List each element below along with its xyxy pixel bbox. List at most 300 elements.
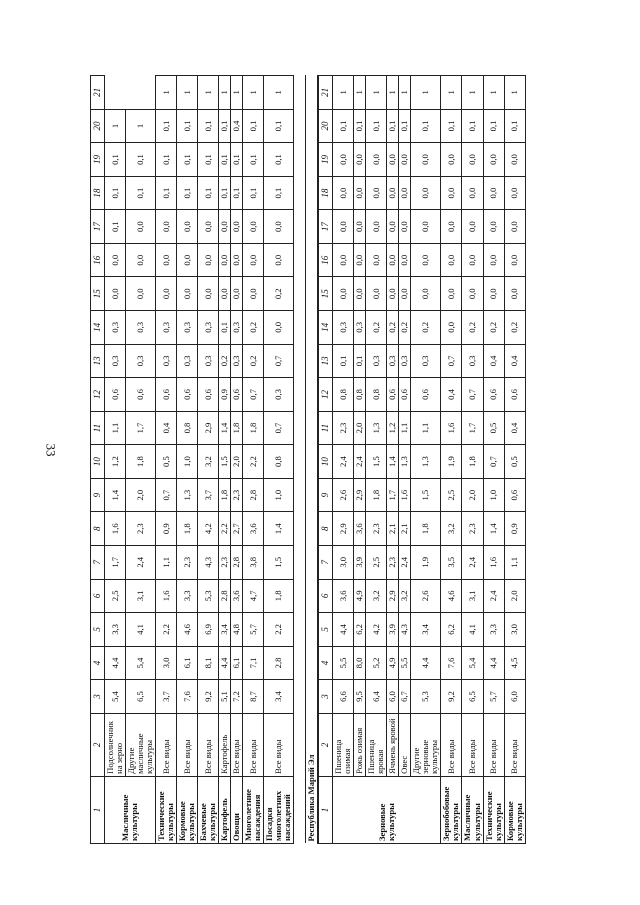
value-cell: 0,6	[504, 478, 525, 512]
value-cell: 1,7	[126, 411, 156, 445]
value-cell: 0,0	[411, 277, 441, 311]
column-header-20: 20	[91, 109, 105, 143]
crop-group-cell: Многолетние насаждения	[243, 776, 264, 843]
column-header-11: 11	[91, 411, 105, 445]
column-header-21: 21	[91, 76, 105, 110]
value-cell: 1	[399, 76, 411, 110]
value-cell: 1,3	[366, 411, 387, 445]
value-cell: 1,4	[105, 478, 126, 512]
table-rotation-frame	[90, 75, 546, 844]
value-cell: 0,1	[483, 109, 504, 143]
value-cell: 6,9	[198, 613, 219, 647]
value-cell: 1,3	[411, 445, 441, 479]
column-header-3: 3	[318, 680, 333, 714]
value-cell: 0,1	[219, 176, 231, 210]
table-row	[105, 76, 126, 844]
column-header-9: 9	[91, 478, 105, 512]
value-cell: 3,7	[156, 680, 177, 714]
value-cell: 0,6	[231, 378, 243, 412]
value-cell: 0,0	[504, 176, 525, 210]
value-cell: 3,8	[243, 546, 264, 580]
value-cell: 1,1	[399, 411, 411, 445]
value-cell: 0,3	[105, 311, 126, 345]
value-cell: 0,1	[264, 143, 294, 177]
value-cell: 1	[219, 76, 231, 110]
value-cell: 0,0	[231, 210, 243, 244]
column-header-4: 4	[91, 646, 105, 680]
value-cell: 0,3	[156, 311, 177, 345]
value-cell: 0,0	[333, 143, 354, 177]
value-cell: 2,4	[462, 546, 483, 580]
value-cell: 0,7	[156, 478, 177, 512]
value-cell: 0,0	[483, 243, 504, 277]
value-cell: 3,6	[231, 579, 243, 613]
value-cell: 0,0	[177, 210, 198, 244]
value-cell: 4,4	[411, 646, 441, 680]
crop-type-cell: Другие зерновые культуры	[411, 713, 441, 776]
value-cell: 1,6	[483, 546, 504, 580]
crop-group-cell: Зерновые культуры	[333, 776, 441, 843]
value-cell: 1	[105, 109, 126, 143]
value-cell: 9,2	[441, 680, 462, 714]
column-header-16: 16	[91, 243, 105, 277]
crop-type-cell: Все виды	[177, 713, 198, 776]
value-cell: 1,5	[264, 546, 294, 580]
value-cell: 0,3	[231, 311, 243, 345]
crop-type-cell: Все виды	[231, 713, 243, 776]
crop-group-cell: Кормовые культуры	[177, 776, 198, 843]
value-cell: 6,5	[462, 680, 483, 714]
value-cell: 7,1	[243, 646, 264, 680]
value-cell: 4,4	[333, 613, 354, 647]
value-cell: 0,0	[483, 143, 504, 177]
value-cell: 0,4	[483, 344, 504, 378]
table-row	[177, 76, 198, 844]
column-header-6: 6	[91, 579, 105, 613]
value-cell: 1,5	[411, 478, 441, 512]
value-cell: 0,2	[264, 277, 294, 311]
column-header-1: 1	[318, 776, 333, 843]
value-cell: 2,0	[462, 478, 483, 512]
value-cell: 2,4	[354, 445, 366, 479]
table-row	[504, 76, 525, 844]
value-cell: 0,0	[411, 143, 441, 177]
value-cell: 2,0	[231, 445, 243, 479]
value-cell: 1,8	[462, 445, 483, 479]
value-cell: 0,0	[462, 176, 483, 210]
crop-group-cell: Посадки многолетних насаждений	[264, 776, 294, 843]
column-header-17: 17	[91, 210, 105, 244]
value-cell: 3,6	[243, 512, 264, 546]
value-cell: 0,3	[198, 311, 219, 345]
value-cell: 3,3	[105, 613, 126, 647]
value-cell: 6,0	[387, 680, 399, 714]
column-header-1: 1	[91, 776, 105, 843]
column-header-19: 19	[91, 143, 105, 177]
value-cell: 0,2	[462, 311, 483, 345]
table-row	[354, 76, 366, 844]
value-cell: 0,1	[366, 109, 387, 143]
value-cell: 0,8	[333, 378, 354, 412]
value-cell: 0,0	[504, 243, 525, 277]
value-cell: 6,1	[177, 646, 198, 680]
value-cell: 0,3	[366, 344, 387, 378]
crop-type-cell: Пшеница яровая	[366, 713, 387, 776]
value-cell: 1	[387, 76, 399, 110]
value-cell: 0,6	[504, 378, 525, 412]
value-cell: 4,4	[483, 646, 504, 680]
value-cell: 5,4	[105, 680, 126, 714]
value-cell: 1,6	[105, 512, 126, 546]
value-cell: 1	[333, 76, 354, 110]
value-cell: 7,6	[441, 646, 462, 680]
value-cell: 0,3	[354, 311, 366, 345]
value-cell: 5,5	[399, 646, 411, 680]
value-cell: 0,3	[156, 344, 177, 378]
column-header-17: 17	[318, 210, 333, 244]
table-row	[411, 76, 441, 844]
value-cell: 0,6	[411, 378, 441, 412]
value-cell: 0,1	[462, 109, 483, 143]
value-cell: 0,3	[177, 344, 198, 378]
value-cell: 0,1	[243, 176, 264, 210]
region-title: Республика Марий Эл	[306, 76, 319, 844]
value-cell: 1	[462, 76, 483, 110]
value-cell: 3,4	[411, 613, 441, 647]
column-header-4: 4	[318, 646, 333, 680]
column-header-9: 9	[318, 478, 333, 512]
value-cell: 0,3	[333, 311, 354, 345]
value-cell: 7,2	[231, 680, 243, 714]
value-cell: 0,1	[333, 344, 354, 378]
column-header-2: 2	[318, 713, 333, 776]
value-cell: 1,8	[243, 411, 264, 445]
value-cell: 2,8	[264, 646, 294, 680]
value-cell: 1,1	[156, 546, 177, 580]
value-cell: 4,6	[177, 613, 198, 647]
value-cell: 0,2	[366, 311, 387, 345]
value-cell: 0,0	[156, 210, 177, 244]
crop-type-cell: Картофель	[219, 713, 231, 776]
value-cell: 1,0	[483, 478, 504, 512]
value-cell: 1	[156, 76, 177, 110]
value-cell: 0,1	[264, 176, 294, 210]
column-header-6: 6	[318, 579, 333, 613]
value-cell: 5,4	[126, 646, 156, 680]
value-cell: 0,5	[504, 445, 525, 479]
value-cell: 0,0	[156, 243, 177, 277]
value-cell: 4,2	[366, 613, 387, 647]
value-cell: 0,1	[243, 109, 264, 143]
value-cell: 4,6	[441, 579, 462, 613]
crop-type-cell: Все виды	[156, 713, 177, 776]
value-cell: 2,6	[333, 478, 354, 512]
column-header-7: 7	[318, 546, 333, 580]
value-cell: 0,9	[504, 512, 525, 546]
table-row	[264, 76, 294, 844]
value-cell: 2,4	[333, 445, 354, 479]
value-cell: 0,0	[177, 277, 198, 311]
value-cell: 3,6	[354, 512, 366, 546]
value-cell: 0,6	[399, 378, 411, 412]
value-cell: 2,2	[156, 613, 177, 647]
value-cell: 0,0	[462, 277, 483, 311]
value-cell: 0,1	[198, 109, 219, 143]
column-header-15: 15	[318, 277, 333, 311]
value-cell: 0,1	[126, 176, 156, 210]
table-row	[333, 76, 354, 844]
value-cell: 0,0	[198, 210, 219, 244]
value-cell: 2,2	[264, 613, 294, 647]
value-cell: 0,0	[504, 277, 525, 311]
value-cell: 1,3	[399, 445, 411, 479]
value-cell: 0,1	[354, 344, 366, 378]
value-cell: 3,5	[441, 546, 462, 580]
value-cell: 1,8	[411, 512, 441, 546]
value-cell: 3,4	[219, 613, 231, 647]
value-cell: 2,0	[126, 478, 156, 512]
value-cell: 5,7	[483, 680, 504, 714]
value-cell: 0,0	[126, 277, 156, 311]
column-header-13: 13	[91, 344, 105, 378]
value-cell: 0,0	[126, 243, 156, 277]
column-header-12: 12	[318, 378, 333, 412]
value-cell: 0,0	[264, 243, 294, 277]
value-cell: 1	[198, 76, 219, 110]
value-cell: 0,1	[354, 109, 366, 143]
crop-group-cell: Зернобобовые культуры	[441, 776, 462, 843]
value-cell: 2,2	[219, 512, 231, 546]
value-cell: 1,1	[411, 411, 441, 445]
value-cell: 1	[366, 76, 387, 110]
value-cell: 4,9	[354, 579, 366, 613]
value-cell: 0,0	[441, 311, 462, 345]
crop-group-cell: Бахчевые культуры	[198, 776, 219, 843]
value-cell: 3,1	[126, 579, 156, 613]
value-cell: 2,3	[366, 512, 387, 546]
value-cell: 2,8	[219, 579, 231, 613]
value-cell: 3,2	[441, 512, 462, 546]
value-cell: 0,0	[387, 176, 399, 210]
value-cell: 2,3	[387, 546, 399, 580]
value-cell: 1,3	[177, 478, 198, 512]
value-cell: 0,2	[399, 311, 411, 345]
table-row	[156, 76, 177, 844]
value-cell: 2,3	[219, 546, 231, 580]
value-cell: 1	[231, 76, 243, 110]
value-cell: 8,7	[243, 680, 264, 714]
value-cell: 0,0	[219, 210, 231, 244]
value-cell: 0,0	[483, 210, 504, 244]
value-cell: 0,0	[366, 143, 387, 177]
table-row	[399, 76, 411, 844]
value-cell: 5,5	[333, 646, 354, 680]
value-cell: 1,8	[264, 579, 294, 613]
column-header-14: 14	[91, 311, 105, 345]
value-cell: 3,7	[198, 478, 219, 512]
value-cell: 2,5	[441, 478, 462, 512]
value-cell: 6,2	[441, 613, 462, 647]
value-cell: 3,3	[177, 579, 198, 613]
crop-type-cell: Овес	[399, 713, 411, 776]
value-cell: 3,2	[366, 579, 387, 613]
value-cell: 3,2	[198, 445, 219, 479]
value-cell: 3,9	[387, 613, 399, 647]
value-cell: 0,6	[198, 378, 219, 412]
column-header-16: 16	[318, 243, 333, 277]
column-header-18: 18	[318, 176, 333, 210]
column-header-18: 18	[91, 176, 105, 210]
table-row	[366, 76, 387, 844]
value-cell: 0,1	[411, 109, 441, 143]
value-cell: 4,4	[105, 646, 126, 680]
value-cell: 2,8	[243, 478, 264, 512]
value-cell: 5,7	[243, 613, 264, 647]
value-cell: 0,0	[243, 243, 264, 277]
table-header-row	[318, 76, 333, 844]
value-cell: 0,0	[354, 143, 366, 177]
value-cell: 0,0	[399, 143, 411, 177]
value-cell: 2,9	[354, 478, 366, 512]
value-cell: 0,0	[105, 277, 126, 311]
value-cell: 0,0	[462, 243, 483, 277]
table-row	[462, 76, 483, 844]
value-cell: 2,1	[399, 512, 411, 546]
value-cell: 0,3	[126, 344, 156, 378]
value-cell: 4,7	[243, 579, 264, 613]
value-cell: 0,0	[354, 176, 366, 210]
value-cell: 0,0	[219, 277, 231, 311]
value-cell: 0,1	[177, 143, 198, 177]
value-cell: 0,1	[243, 143, 264, 177]
value-cell: 0,0	[387, 243, 399, 277]
value-cell: 0,1	[198, 176, 219, 210]
value-cell: 0,2	[243, 311, 264, 345]
value-cell: 0,8	[177, 411, 198, 445]
value-cell: 0,0	[156, 277, 177, 311]
value-cell: 1,5	[219, 445, 231, 479]
value-cell: 0,0	[387, 143, 399, 177]
value-cell: 0,7	[483, 445, 504, 479]
value-cell: 0,0	[264, 311, 294, 345]
value-cell: 0,0	[411, 210, 441, 244]
value-cell: 0,0	[399, 210, 411, 244]
value-cell: 5,3	[411, 680, 441, 714]
crop-type-cell: Подсолнечник на зерно	[105, 713, 126, 776]
value-cell: 4,5	[504, 646, 525, 680]
value-cell: 4,1	[126, 613, 156, 647]
value-cell: 2,3	[177, 546, 198, 580]
value-cell: 8,1	[198, 646, 219, 680]
value-cell: 2,4	[399, 546, 411, 580]
value-cell: 0,3	[399, 344, 411, 378]
value-cell: 0,1	[177, 176, 198, 210]
value-cell: 0,5	[483, 411, 504, 445]
value-cell: 2,4	[126, 546, 156, 580]
crop-group-cell: Масличные культуры	[105, 776, 156, 843]
value-cell: 0,3	[126, 311, 156, 345]
value-cell: 3,6	[333, 579, 354, 613]
value-cell: 0,3	[411, 344, 441, 378]
value-cell: 3,4	[264, 680, 294, 714]
value-cell: 2,9	[333, 512, 354, 546]
table-row	[441, 76, 462, 844]
value-cell: 0,0	[354, 210, 366, 244]
value-cell: 1	[483, 76, 504, 110]
value-cell: 2,9	[387, 579, 399, 613]
value-cell: 0,0	[105, 243, 126, 277]
column-header-2: 2	[91, 713, 105, 776]
value-cell: 0,4	[156, 411, 177, 445]
value-cell: 2,5	[366, 546, 387, 580]
table-row	[483, 76, 504, 844]
value-cell: 0,0	[399, 176, 411, 210]
value-cell: 0,0	[243, 277, 264, 311]
value-cell: 0,0	[354, 277, 366, 311]
crop-group-cell: Картофель	[219, 776, 231, 843]
region-spacer-row	[294, 76, 306, 844]
value-cell: 0,1	[441, 109, 462, 143]
crop-type-cell: Все виды	[243, 713, 264, 776]
column-header-10: 10	[91, 445, 105, 479]
value-cell: 0,0	[366, 210, 387, 244]
value-cell: 1	[126, 109, 156, 143]
value-cell: 0,0	[462, 210, 483, 244]
value-cell: 2,4	[483, 579, 504, 613]
value-cell: 6,5	[126, 680, 156, 714]
value-cell: 3,0	[156, 646, 177, 680]
value-cell: 1,8	[366, 478, 387, 512]
value-cell: 0,2	[411, 311, 441, 345]
value-cell: 0,1	[219, 109, 231, 143]
table-row	[387, 76, 399, 844]
value-cell: 3,1	[462, 579, 483, 613]
value-cell: 1,6	[441, 411, 462, 445]
value-cell: 0,0	[333, 277, 354, 311]
value-cell: 0,0	[126, 210, 156, 244]
value-cell: 0,7	[441, 344, 462, 378]
value-cell: 0,0	[177, 243, 198, 277]
value-cell: 0,0	[441, 210, 462, 244]
value-cell: 2,2	[243, 445, 264, 479]
value-cell: 0,0	[231, 277, 243, 311]
value-cell: 0,8	[264, 445, 294, 479]
value-cell: 0,3	[462, 344, 483, 378]
crop-type-cell: Пшеница озимая	[333, 713, 354, 776]
crop-group-cell: Технические культуры	[156, 776, 177, 843]
value-cell: 0,0	[399, 243, 411, 277]
column-header-3: 3	[91, 680, 105, 714]
value-cell: 6,6	[333, 680, 354, 714]
value-cell: 0,0	[483, 176, 504, 210]
value-cell: 3,9	[354, 546, 366, 580]
value-cell: 0,1	[105, 176, 126, 210]
value-cell: 0,0	[366, 277, 387, 311]
value-cell: 0,7	[264, 411, 294, 445]
value-cell: 9,2	[198, 680, 219, 714]
value-cell: 0,0	[504, 143, 525, 177]
value-cell: 0,8	[366, 378, 387, 412]
value-cell: 0,0	[387, 277, 399, 311]
value-cell: 2,7	[231, 512, 243, 546]
value-cell: 4,9	[387, 646, 399, 680]
region-title-row	[306, 76, 319, 844]
value-cell: 1,8	[177, 512, 198, 546]
crop-type-cell: Все виды	[504, 713, 525, 776]
value-cell: 1,9	[441, 445, 462, 479]
value-cell: 2,3	[333, 411, 354, 445]
value-cell: 0,1	[231, 143, 243, 177]
